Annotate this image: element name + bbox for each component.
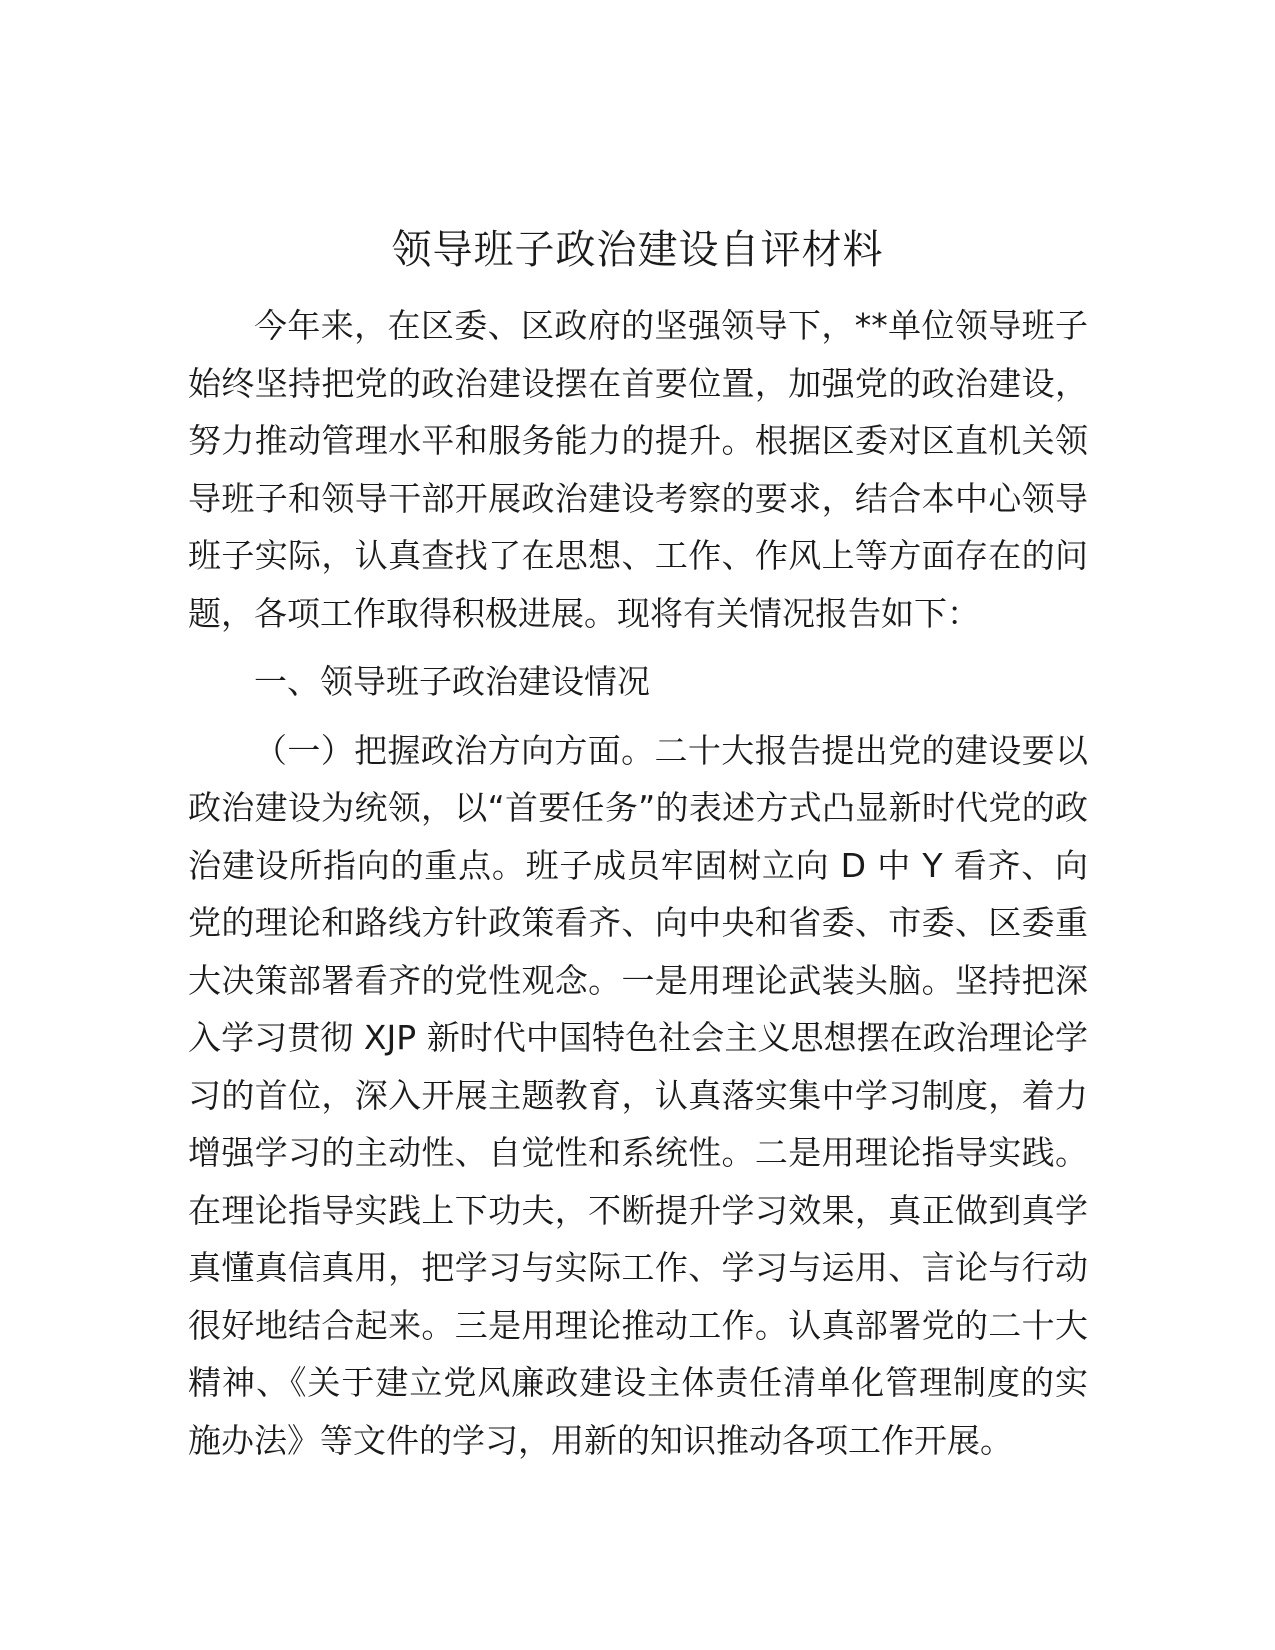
section-heading: 一、领导班子政治建设情况 xyxy=(254,662,650,701)
document-body xyxy=(188,297,1088,1469)
intro-paragraph: 今年来，在区委、区政府的坚强领导下，**单位领导班子始终坚持把党的政治建设摆在首要位置，加强党的政治建设，努力推动管理水平和服务能力的提升。根据区委对区直机关领导班子和领导干部开展政治建设考察的要求，结合本中心领导班子实际，认真查找了在思想、工作、作风上等方面存在的问题，各项工作取得积极进展。现将有关情况报告如下： xyxy=(188,306,1088,633)
subsection-paragraph: （一）把握政治方向方面。二十大报告提出党的建设要以政治建设为统领，以“首要任务”的表述方式凸显新时代党的政治建设所指向的重点。班子成员牢固树立向 D 中 Y 看齐、向党的理论和路线方针政策看齐、向中央和省委、市委、区委重大决策部署看齐的党性观念。一是用理论武装头脑。坚持把深入学习贯彻 XJP 新时代中国特色社会主义思想摆在政治理论学习的首位，深入开展主题教育，认真落实集中学习制度，着力增强学习的主动性、自觉性和系统性。二是用理论指导实践。在理论指导实践上下功夫，不断提升学习效果，真正做到真学真懂真信真用，把学习与实际工作、学习与运用、言论与行动很好地结合起来。三是用理论推动工作。认真部署党的二十大精神、《关于建立党风廉政建设主体责任清单化管理制度的实施办法》等文件的学习，用新的知识推动各项工作开展。 xyxy=(188,730,1088,1460)
document-title: 领导班子政治建设自评材料 xyxy=(391,227,884,273)
